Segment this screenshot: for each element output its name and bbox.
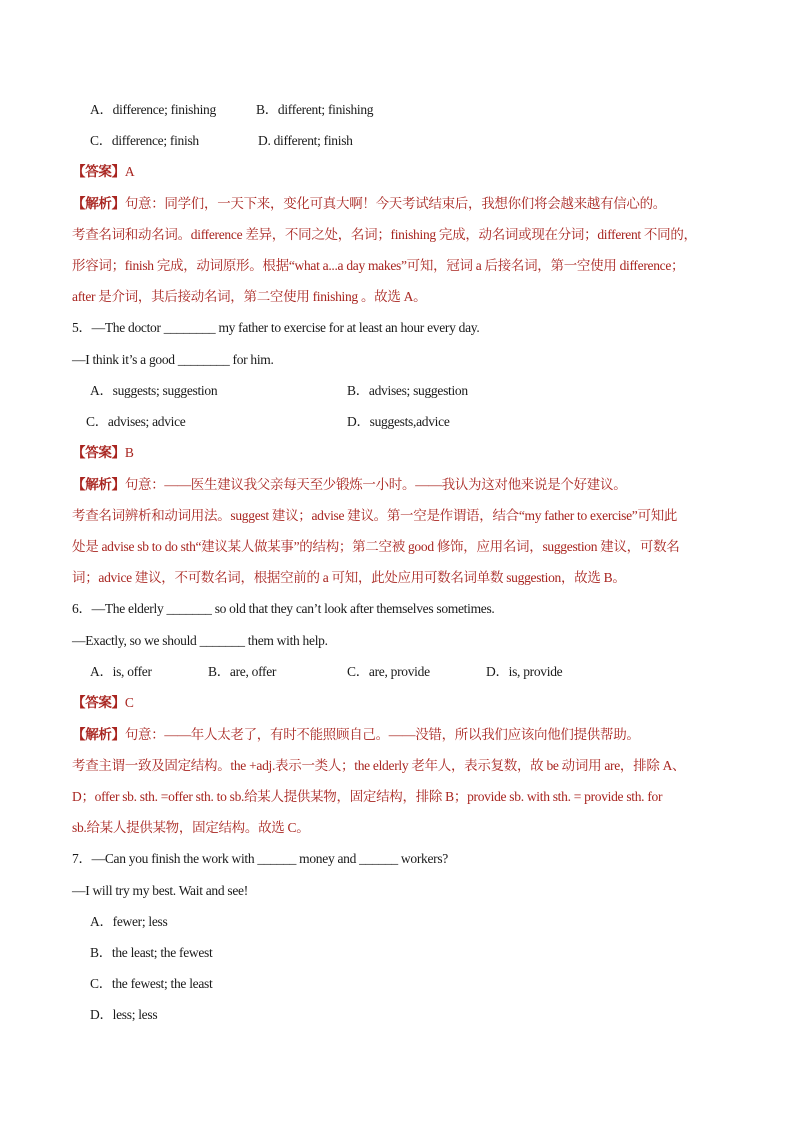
analysis-tag: 【解析】: [72, 196, 125, 211]
q6-option-b: B．are, offer: [208, 664, 277, 679]
q7-option-c: C．the fewest; the least: [90, 976, 213, 991]
q6-stem-reply: —Exactly, so we should _______ them with help.: [72, 633, 328, 648]
q5-option-d: D．suggests,advice: [347, 414, 450, 429]
q6-option-a: A．is, offer: [90, 664, 152, 679]
analysis-tag: 【解析】: [72, 727, 125, 742]
analysis-tag: 【解析】: [72, 477, 125, 492]
q7-stem: 7．—Can you finish the work with ______ money and ______ workers?: [72, 851, 448, 866]
q5-option-a: A．suggests; suggestion: [90, 383, 218, 398]
q5-stem-reply: —I think it’s a good ________ for him.: [72, 352, 274, 367]
q4-analysis-line-4: after 是介词，其后接动名词，第二空使用 finishing 。故选 A。: [72, 289, 427, 304]
answer-tag: 【答案】: [72, 164, 125, 179]
q4-option-c: C．difference; finish: [90, 133, 199, 148]
q7-option-b: B．the least; the fewest: [90, 945, 213, 960]
q6-answer: [72, 694, 752, 712]
answer-value: A: [124, 164, 135, 179]
q5-option-b: B．advises; suggestion: [347, 383, 468, 398]
q4-option-b: B．different; finishing: [256, 102, 374, 117]
q4-analysis-line-3: 形容词；finish 完成，动词原形。根据“what a...a day makes”可知，冠词 a 后接名词，第一空使用 difference；: [72, 258, 685, 273]
q7-option-a: A．fewer; less: [90, 914, 168, 929]
q6-stem: 6．—The elderly _______ so old that they can’t look after themselves sometimes.: [72, 601, 495, 616]
q6-analysis-line-3: D；offer sb. sth. =offer sth. to sb.给某人提供某物，固定结构，排除 B；provide sb. with sth. = provide sth. for: [72, 789, 663, 804]
q4-option-d: D. different; finish: [258, 133, 353, 148]
q4-option-a: A．difference; finishing: [90, 102, 216, 117]
q6-analysis-line-2: 考查主谓一致及固定结构。the +adj.表示一类人；the elderly 老年人，表示复数，故 be 动词用 are，排除 A、: [72, 758, 686, 773]
q5-analysis-line-4: 词；advice 建议，不可数名词，根据空前的 a 可知，此处应用可数名词单数 suggestion，故选 B。: [72, 570, 626, 585]
q7-option-d: D．less; less: [90, 1007, 158, 1022]
q5-analysis-line-1: 【解析】句意：——医生建议我父亲每天至少锻炼一小时。——我认为这对他来说是个好建议。: [72, 477, 627, 492]
q6-option-c: C．are, provide: [347, 664, 430, 679]
q5-option-c: C．advises; advice: [86, 414, 186, 429]
q5-answer: [72, 444, 752, 462]
q7-stem-reply: —I will try my best. Wait and see!: [72, 883, 248, 898]
answer-value: C: [124, 695, 134, 710]
q6-analysis-line-4: sb.给某人提供某物，固定结构。故选 C。: [72, 820, 310, 835]
q5-stem: 5．—The doctor ________ my father to exercise for at least an hour every day.: [72, 320, 480, 335]
q4-analysis-line-1: 【解析】句意：同学们，一天下来，变化可真大啊！今天考试结束后，我想你们将会越来越有信心的。: [72, 196, 667, 211]
q5-analysis-line-2: 考查名词辨析和动词用法。suggest 建议；advise 建议。第一空是作谓语，结合“my father to exercise”可知此: [72, 508, 678, 523]
q6-option-d: D．is, provide: [486, 664, 563, 679]
q5-analysis-line-3: 处是 advise sb to do sth“建议某人做某事”的结构；第二空被 good 修饰，应用名词，suggestion 建议，可数名: [72, 539, 680, 554]
q4-answer: [72, 163, 752, 181]
answer-tag: 【答案】: [72, 695, 125, 710]
answer-value: B: [124, 445, 134, 460]
q4-analysis-line-2: 考查名词和动名词。difference 差异，不同之处，名词；finishing 完成，动名词或现在分词；different 不同的，: [72, 227, 697, 242]
q6-analysis-line-1: 【解析】句意：——年人太老了，有时不能照顾自己。——没错，所以我们应该向他们提供帮助。: [72, 727, 640, 742]
answer-tag: 【答案】: [72, 445, 125, 460]
